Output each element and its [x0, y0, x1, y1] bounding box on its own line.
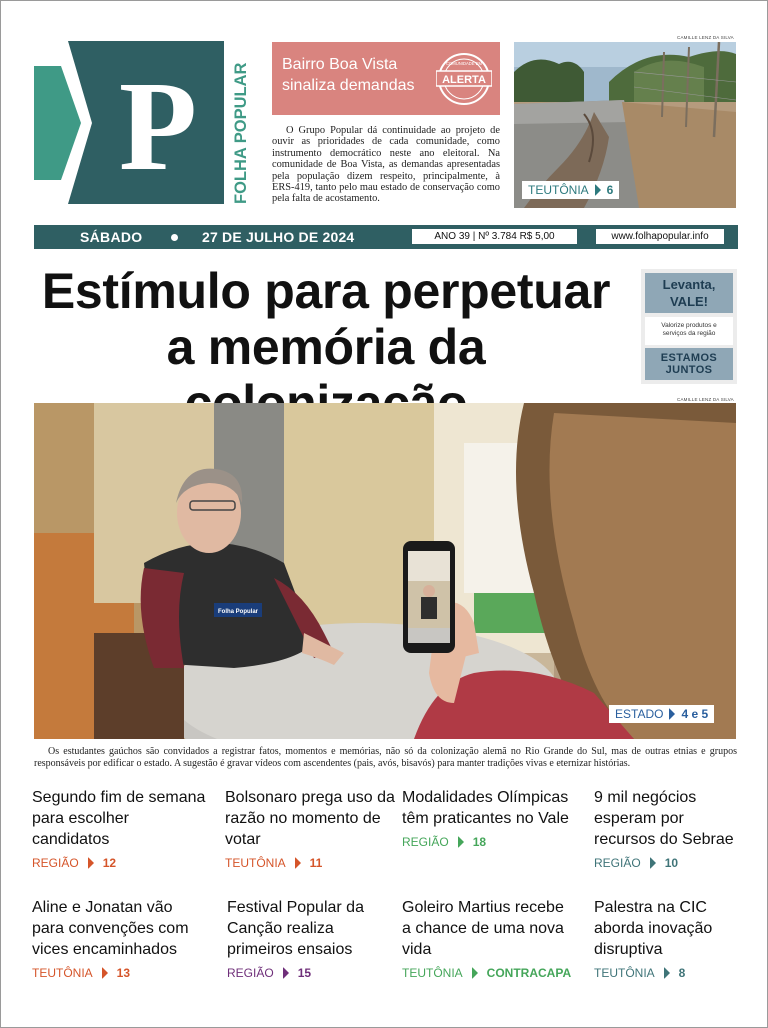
news-title: Aline e Jonatan vão para convenções com vices encaminhados [32, 899, 189, 958]
chevron-right-icon [472, 967, 478, 979]
chevron-right-icon [595, 184, 601, 196]
estamos-juntos-label: ESTAMOS JUNTOS [645, 348, 733, 380]
news-ref: TEUTÔNIA 11 [225, 856, 323, 870]
news-item[interactable] [402, 897, 577, 981]
photo-caption: Os estudantes gaúchos são convidados a registrar fatos, momentos e memórias, não só da colonização alemã no Rio Grande do Sul, mas de outras etnias e grupos responsáveis por edificar o estado. A sugestão é gravar vídeos com ascendentes (pais, avós, bisavós) para manter tradições vivas e eternizar histórias. [34, 746, 737, 769]
alert-title: Bairro Boa Vista sinaliza demandas [282, 56, 415, 94]
news-item[interactable] [227, 897, 387, 981]
news-item[interactable] [594, 787, 744, 871]
news-ref: TEUTÔNIA 13 [32, 966, 131, 980]
chevron-right-icon [650, 857, 656, 869]
news-ref: REGIÃO 18 [402, 835, 487, 849]
edition-info: ANO 39 | Nº 3.784 R$ 5,00 [412, 229, 577, 244]
chevron-right-icon [664, 967, 670, 979]
chevron-right-icon [295, 857, 301, 869]
dateline-bar [34, 225, 738, 249]
news-item[interactable] [32, 787, 207, 871]
alert-teaser-box[interactable] [272, 42, 500, 115]
news-ref: TEUTÔNIA 8 [594, 966, 686, 980]
main-photo-tag[interactable]: ESTADO 4 e 5 [609, 705, 714, 723]
svg-text:Folha Popular: Folha Popular [217, 609, 259, 615]
news-item[interactable] [225, 787, 400, 871]
main-image [34, 403, 736, 739]
news-title: Festival Popular da Canção realiza primeiros ensaios [227, 899, 364, 958]
svg-text:COMUNIDADE EM: COMUNIDADE EM [445, 61, 483, 66]
news-title: Segundo fim de semana para escolher candidatos [32, 789, 206, 848]
news-ref: REGIÃO 12 [32, 856, 117, 870]
svg-text:ALERTA: ALERTA [442, 74, 486, 86]
chevron-right-icon [283, 967, 289, 979]
news-title: Palestra na CIC aborda inovação disruptiva [594, 899, 713, 958]
news-title: Goleiro Martius recebe a chance de uma nova vida [402, 899, 564, 958]
levanta-title: Levanta, VALE! [645, 273, 733, 313]
folha-popular-logo[interactable] [34, 41, 252, 204]
main-photo-credit: CAMILLE LENZ DA SILVA [677, 397, 734, 402]
main-headline[interactable]: Estímulo para perpetuar a memória da [41, 263, 611, 375]
alert-seal-icon [436, 52, 492, 106]
main-photo[interactable] [34, 403, 736, 739]
road-photo-tag[interactable]: TEUTÔNIA 6 [522, 181, 619, 199]
chevron-right-icon [102, 967, 108, 979]
issue-date: 27 DE JULHO DE 2024 [202, 229, 355, 245]
news-item[interactable] [402, 787, 577, 850]
chevron-right-icon [88, 857, 94, 869]
news-item[interactable] [32, 897, 200, 981]
levanta-subtitle: Valorize produtos e serviços da região [645, 317, 733, 345]
chevron-right-icon [458, 836, 464, 848]
news-item[interactable] [594, 897, 744, 981]
news-ref: TEUTÔNIA CONTRACAPA [402, 966, 572, 980]
weekday: SÁBADO [80, 229, 143, 245]
news-title: Bolsonaro prega uso da razão no momento de votar [225, 789, 395, 848]
logo-letter: P [118, 55, 198, 197]
chevron-right-icon [669, 708, 675, 720]
news-title: Modalidades Olímpicas têm praticantes no Vale [402, 789, 569, 827]
news-ref: REGIÃO 10 [594, 856, 679, 870]
levanta-vale-ad[interactable] [641, 269, 737, 384]
news-ref: REGIÃO 15 [227, 966, 312, 980]
news-title: 9 mil negócios esperam por recursos do Sebrae [594, 789, 734, 848]
road-photo[interactable] [514, 42, 736, 208]
separator-dot [171, 234, 178, 241]
website-link[interactable]: www.folhapopular.info [596, 229, 724, 244]
photo-credit: CAMILLE LENZ DA SILVA [677, 35, 734, 40]
logo-vertical-name: FOLHA POPULAR [232, 62, 250, 204]
lead-text: O Grupo Popular dá continuidade ao projeto de ouvir as prioridades de cada comunidade, como instrumento democrático neste ano eleitoral. Na comunidade de Boa Vista, as demandas apresentadas pela população dizem respeito, principalmente, à ERS-419, tanto pelo mau estado de conservação como pela falta de acostamento. [272, 125, 500, 205]
